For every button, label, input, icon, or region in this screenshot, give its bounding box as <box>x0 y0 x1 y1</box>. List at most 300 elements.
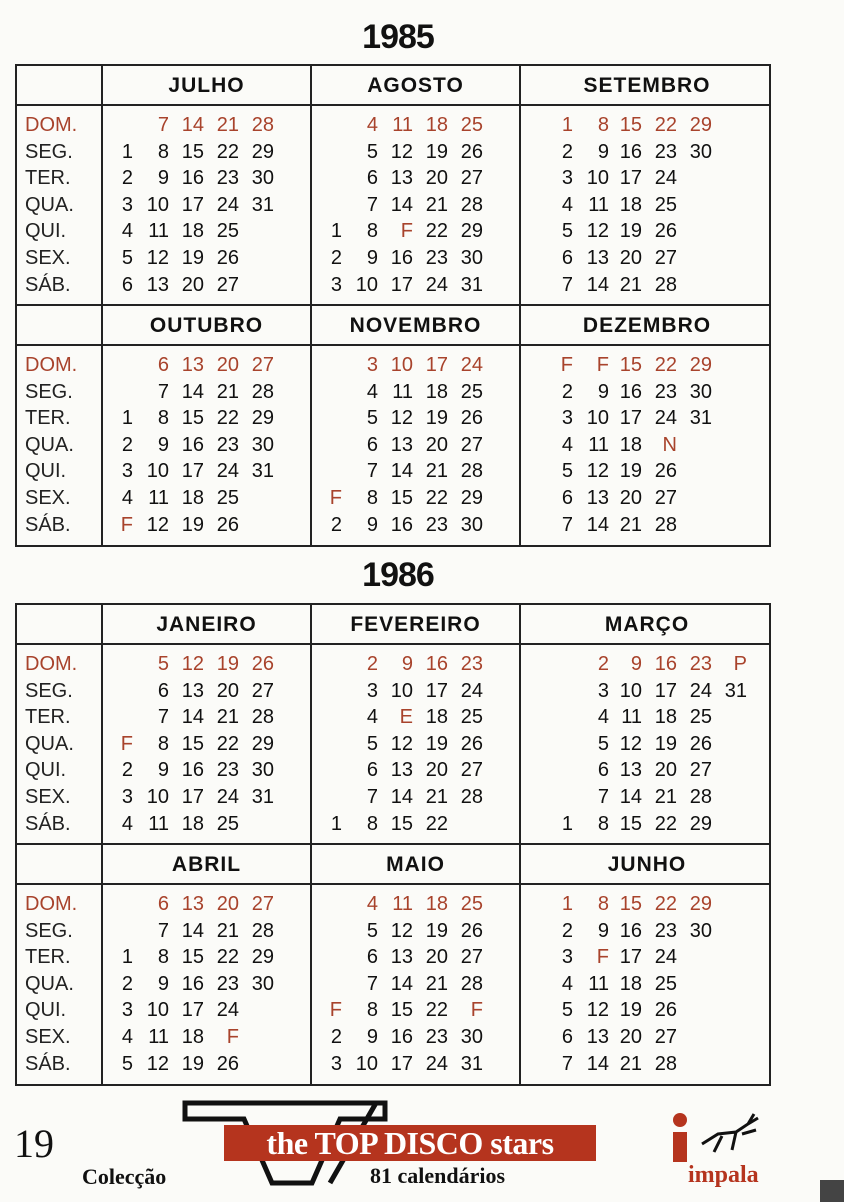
day-number: 21 <box>216 114 239 136</box>
day-number: 9 <box>157 972 169 995</box>
day-number: 17 <box>390 273 413 296</box>
day-number: 14 <box>586 1052 609 1075</box>
day-number: F <box>329 999 342 1022</box>
weekday-labels <box>25 891 101 1077</box>
day-number: 3 <box>561 407 573 430</box>
day-number: 31 <box>251 193 274 216</box>
weekday-label: DOM. <box>25 354 78 376</box>
day-number: 16 <box>619 380 642 403</box>
day-number: 9 <box>630 653 642 675</box>
weekday-label: QUA. <box>25 433 74 456</box>
day-number: 14 <box>619 785 642 808</box>
month-name: MAIO <box>386 853 445 876</box>
day-number: 5 <box>121 246 133 269</box>
day-number: 18 <box>181 1025 204 1048</box>
day-number: 24 <box>689 679 712 702</box>
day-number: 8 <box>597 812 609 835</box>
day-number: 30 <box>689 380 712 403</box>
day-number: 24 <box>216 460 239 483</box>
year-1985-title: 1985 <box>362 18 434 56</box>
day-number: 2 <box>561 919 573 942</box>
day-number: 26 <box>216 513 239 536</box>
day-number: 2 <box>121 972 133 995</box>
day-number: 3 <box>121 999 133 1022</box>
day-number: 17 <box>425 679 448 702</box>
day-number: 15 <box>619 812 642 835</box>
day-number: 31 <box>460 273 483 296</box>
day-number: 23 <box>425 246 448 269</box>
day-number: 26 <box>251 653 274 675</box>
day-number: 7 <box>561 513 573 536</box>
day-number: 28 <box>251 114 274 136</box>
day-number: 14 <box>390 460 413 483</box>
day-number: 11 <box>148 486 169 509</box>
day-number: 30 <box>460 1025 483 1048</box>
day-number: 3 <box>121 785 133 808</box>
month-name: SETEMBRO <box>583 74 711 97</box>
day-number: 4 <box>121 1025 133 1048</box>
day-number: 27 <box>460 759 483 782</box>
day-number: 13 <box>390 167 413 190</box>
day-number: 27 <box>460 946 483 969</box>
day-number: 11 <box>392 893 413 915</box>
day-number: 22 <box>654 354 677 376</box>
weekday-label: SÁB. <box>25 273 71 296</box>
day-number: 23 <box>425 1025 448 1048</box>
day-number: 12 <box>181 653 204 675</box>
day-number: 16 <box>181 759 204 782</box>
weekday-label: QUA. <box>25 193 74 216</box>
month-name: NOVEMBRO <box>349 314 482 337</box>
weekday-label: QUA. <box>25 972 74 995</box>
day-number: 16 <box>390 513 413 536</box>
day-number: 19 <box>425 919 448 942</box>
day-number: 26 <box>216 246 239 269</box>
day-number: 12 <box>586 999 609 1022</box>
antelope-icon <box>662 1110 782 1166</box>
day-number: 19 <box>619 460 642 483</box>
day-number: 20 <box>216 354 239 376</box>
day-number: 29 <box>460 220 483 243</box>
day-number: 25 <box>654 972 677 995</box>
day-number: 6 <box>121 273 133 296</box>
day-number: 5 <box>366 919 378 942</box>
day-number: 18 <box>425 893 448 915</box>
day-number: 13 <box>586 246 609 269</box>
day-number: 25 <box>654 193 677 216</box>
day-number: 6 <box>366 759 378 782</box>
day-number: 28 <box>460 460 483 483</box>
day-number: 19 <box>425 140 448 163</box>
weekday-label: QUI. <box>25 759 67 782</box>
day-number: 12 <box>390 407 413 430</box>
day-number: 15 <box>619 354 642 376</box>
day-number: 15 <box>390 486 413 509</box>
weekday-label: SEG. <box>25 919 73 942</box>
day-number: 7 <box>366 785 378 808</box>
weekday-label: TER. <box>25 167 71 190</box>
day-number: 19 <box>181 246 204 269</box>
day-number: 9 <box>597 140 609 163</box>
day-number: 12 <box>146 1052 169 1075</box>
day-number: 13 <box>586 1025 609 1048</box>
day-number: 30 <box>460 513 483 536</box>
day-number: 2 <box>330 1025 342 1048</box>
day-number: 14 <box>181 114 204 136</box>
day-number: 28 <box>460 193 483 216</box>
day-number: 19 <box>619 220 642 243</box>
day-number: 5 <box>157 653 169 675</box>
weekday-label: SEG. <box>25 140 73 163</box>
day-number: 13 <box>390 946 413 969</box>
day-number: 4 <box>561 972 573 995</box>
day-number: 6 <box>366 946 378 969</box>
month-name: FEVEREIRO <box>350 613 481 636</box>
day-number: 19 <box>181 1052 204 1075</box>
day-number: 6 <box>561 246 573 269</box>
day-number: 27 <box>251 354 274 376</box>
day-number: 27 <box>654 246 677 269</box>
month-name: ABRIL <box>171 853 242 876</box>
day-number: 18 <box>654 706 677 729</box>
day-number: 13 <box>390 433 413 456</box>
weekday-label: QUI. <box>25 999 67 1022</box>
day-number: 28 <box>654 273 677 296</box>
day-number: 16 <box>654 653 677 675</box>
day-number: 27 <box>216 273 239 296</box>
day-number: 5 <box>561 999 573 1022</box>
day-number: 28 <box>251 919 274 942</box>
day-number: 20 <box>654 759 677 782</box>
day-number: 7 <box>597 785 609 808</box>
day-number: 9 <box>366 1025 378 1048</box>
day-number: 1 <box>330 220 342 243</box>
day-number: 15 <box>181 946 204 969</box>
day-number: 15 <box>619 893 642 915</box>
day-number: 24 <box>460 354 483 376</box>
day-number: 20 <box>619 1025 642 1048</box>
day-number: 17 <box>654 679 677 702</box>
calendar-half <box>17 845 769 1084</box>
day-number: 27 <box>251 679 274 702</box>
day-number: 29 <box>689 812 712 835</box>
day-number: 26 <box>460 919 483 942</box>
weekday-label: TER. <box>25 706 71 729</box>
day-number: 10 <box>146 193 169 216</box>
day-number: 23 <box>654 380 677 403</box>
day-number: 16 <box>425 653 448 675</box>
day-number: 9 <box>366 246 378 269</box>
day-number: 2 <box>366 653 378 675</box>
day-number: 20 <box>216 893 239 915</box>
day-number: 8 <box>157 140 169 163</box>
day-number: 23 <box>654 919 677 942</box>
day-number: 3 <box>561 167 573 190</box>
day-number: 7 <box>561 1052 573 1075</box>
day-number: 21 <box>654 785 677 808</box>
weekday-label: QUI. <box>25 220 67 243</box>
day-number: 20 <box>216 679 239 702</box>
impala-logo <box>662 1110 782 1194</box>
day-number: 21 <box>216 919 239 942</box>
day-number: 5 <box>366 732 378 755</box>
day-number: 10 <box>586 407 609 430</box>
logo-band: the TOP DISCO stars <box>224 1125 596 1161</box>
day-number: 12 <box>146 246 169 269</box>
weekday-label: QUA. <box>25 732 74 755</box>
weekday-label: SEG. <box>25 679 73 702</box>
day-number: 24 <box>654 946 677 969</box>
day-number: 12 <box>619 732 642 755</box>
day-number: 10 <box>390 354 413 376</box>
calendar-half <box>17 306 769 545</box>
day-number: 13 <box>146 273 169 296</box>
day-number: 26 <box>460 140 483 163</box>
day-number: 20 <box>425 433 448 456</box>
day-number: 24 <box>654 167 677 190</box>
day-number: 27 <box>460 167 483 190</box>
day-number: 13 <box>181 679 204 702</box>
day-number: 18 <box>619 193 642 216</box>
scan-corner <box>820 1180 844 1202</box>
day-number: 8 <box>366 220 378 243</box>
day-number: 16 <box>181 167 204 190</box>
day-number: 9 <box>157 759 169 782</box>
day-number: 27 <box>251 893 274 915</box>
day-number: 14 <box>390 785 413 808</box>
day-number: 20 <box>425 759 448 782</box>
day-number: 7 <box>366 193 378 216</box>
day-number: 27 <box>654 1025 677 1048</box>
day-number: 25 <box>460 380 483 403</box>
weekday-label: SEX. <box>25 785 71 808</box>
day-number: 18 <box>181 812 204 835</box>
weekday-label: DOM. <box>25 893 78 915</box>
day-number: 26 <box>654 460 677 483</box>
day-number: F <box>470 999 483 1022</box>
day-number: 29 <box>689 893 712 915</box>
day-number: 5 <box>597 732 609 755</box>
day-number: 14 <box>181 706 204 729</box>
day-number: 6 <box>366 433 378 456</box>
logo-subtext: 81 calendários <box>370 1163 506 1188</box>
day-number: 9 <box>597 919 609 942</box>
day-number: 8 <box>597 893 609 915</box>
day-number: 28 <box>460 785 483 808</box>
day-number: 1 <box>121 407 133 430</box>
month-name: JANEIRO <box>156 613 257 636</box>
weekday-label: SEG. <box>25 380 73 403</box>
day-number: 11 <box>148 220 169 243</box>
day-number: 9 <box>597 380 609 403</box>
month-name: AGOSTO <box>367 74 464 97</box>
day-number: 19 <box>181 513 204 536</box>
day-number: 15 <box>390 999 413 1022</box>
day-number: 17 <box>181 193 204 216</box>
day-number: 26 <box>654 999 677 1022</box>
day-number: 15 <box>181 140 204 163</box>
day-number: 24 <box>425 273 448 296</box>
day-number: 1 <box>121 140 133 163</box>
day-number: 20 <box>425 167 448 190</box>
day-number: 18 <box>181 220 204 243</box>
day-number: P <box>733 653 747 675</box>
day-number: 8 <box>366 999 378 1022</box>
weekday-label: SEX. <box>25 486 71 509</box>
day-number: 10 <box>355 1052 378 1075</box>
day-number: 17 <box>619 946 642 969</box>
day-number: 31 <box>689 407 712 430</box>
day-number: 5 <box>366 140 378 163</box>
day-number: 14 <box>390 972 413 995</box>
day-number: 21 <box>425 193 448 216</box>
day-number: 24 <box>216 785 239 808</box>
day-number: 18 <box>619 433 642 456</box>
day-number: 21 <box>619 513 642 536</box>
day-number: 21 <box>425 460 448 483</box>
day-number: 24 <box>460 679 483 702</box>
day-number: 14 <box>390 193 413 216</box>
weekday-label: TER. <box>25 946 71 969</box>
day-number: 29 <box>460 486 483 509</box>
weekday-label: SÁB. <box>25 812 71 835</box>
day-number: 23 <box>425 513 448 536</box>
day-number: 10 <box>146 999 169 1022</box>
weekday-label: TER. <box>25 407 71 430</box>
day-number: 19 <box>425 732 448 755</box>
day-number: 28 <box>251 706 274 729</box>
day-number: 10 <box>390 679 413 702</box>
day-number: 29 <box>689 354 712 376</box>
day-number: 5 <box>561 460 573 483</box>
weekday-label: SEX. <box>25 246 71 269</box>
day-number: 14 <box>586 273 609 296</box>
day-number: 8 <box>157 732 169 755</box>
day-number: 27 <box>689 759 712 782</box>
day-number: 21 <box>619 1052 642 1075</box>
day-number: 21 <box>425 972 448 995</box>
calendar-1986 <box>15 603 771 1086</box>
year-1986-title: 1986 <box>362 556 434 594</box>
day-number: 11 <box>588 433 609 456</box>
day-number: 18 <box>619 972 642 995</box>
day-number: 10 <box>146 460 169 483</box>
day-number: 2 <box>121 433 133 456</box>
day-number: 26 <box>460 732 483 755</box>
day-number: 24 <box>654 407 677 430</box>
day-number: 11 <box>621 706 642 729</box>
day-number: 11 <box>148 812 169 835</box>
day-number: 29 <box>689 114 712 136</box>
day-number: 4 <box>366 114 378 136</box>
day-number: 12 <box>390 919 413 942</box>
day-number: 22 <box>425 999 448 1022</box>
day-number: 3 <box>121 193 133 216</box>
day-number: 13 <box>390 759 413 782</box>
day-number: 30 <box>251 759 274 782</box>
day-number: 14 <box>181 919 204 942</box>
day-number: F <box>560 354 573 376</box>
day-number: 14 <box>586 513 609 536</box>
day-number: 10 <box>146 785 169 808</box>
day-number: 8 <box>157 946 169 969</box>
day-number: 22 <box>654 114 677 136</box>
day-number: F <box>120 732 133 755</box>
day-number: 21 <box>425 785 448 808</box>
day-number: 11 <box>148 1025 169 1048</box>
day-number: 23 <box>216 433 239 456</box>
day-number: F <box>329 486 342 509</box>
day-number: 17 <box>181 999 204 1022</box>
weekday-label: DOM. <box>25 114 78 136</box>
day-number: 28 <box>689 785 712 808</box>
day-number: 1 <box>561 812 573 835</box>
day-number: 2 <box>597 653 609 675</box>
day-number: 11 <box>588 193 609 216</box>
day-number: 5 <box>121 1052 133 1075</box>
day-number: 2 <box>330 246 342 269</box>
day-number: 30 <box>460 246 483 269</box>
day-number: 30 <box>689 140 712 163</box>
day-number: 2 <box>561 140 573 163</box>
day-number: 3 <box>561 946 573 969</box>
day-number: 7 <box>157 380 169 403</box>
tv-logo <box>180 1095 600 1193</box>
day-number: 20 <box>425 946 448 969</box>
day-number: 17 <box>619 407 642 430</box>
day-number: 9 <box>157 433 169 456</box>
day-number: 9 <box>401 653 413 675</box>
day-number: 16 <box>619 140 642 163</box>
day-number: 8 <box>597 114 609 136</box>
day-number: 31 <box>251 460 274 483</box>
weekday-label: SÁB. <box>25 513 71 536</box>
day-number: 25 <box>216 812 239 835</box>
weekday-labels <box>25 112 101 298</box>
day-number: 15 <box>181 732 204 755</box>
calendar-half <box>17 605 769 845</box>
day-number: 20 <box>619 246 642 269</box>
day-number: 29 <box>251 407 274 430</box>
day-number: 26 <box>216 1052 239 1075</box>
day-number: 4 <box>597 706 609 729</box>
day-number: 3 <box>330 1052 342 1075</box>
day-number: F <box>400 220 413 243</box>
day-number: 30 <box>251 433 274 456</box>
month-name: JUNHO <box>607 853 687 876</box>
weekday-label: SÁB. <box>25 1052 71 1075</box>
day-number: 17 <box>181 460 204 483</box>
day-number: 19 <box>619 999 642 1022</box>
day-number: 24 <box>425 1052 448 1075</box>
day-number: 21 <box>216 380 239 403</box>
day-number: 19 <box>425 407 448 430</box>
day-number: 1 <box>561 114 573 136</box>
day-number: 27 <box>654 486 677 509</box>
day-number: 22 <box>425 220 448 243</box>
month-name: MARÇO <box>604 613 690 636</box>
day-number: 3 <box>330 273 342 296</box>
day-number: 8 <box>366 812 378 835</box>
weekday-label: QUI. <box>25 460 67 483</box>
day-number: 5 <box>561 220 573 243</box>
day-number: 6 <box>597 759 609 782</box>
day-number: 27 <box>460 433 483 456</box>
day-number: 16 <box>181 972 204 995</box>
day-number: 18 <box>425 380 448 403</box>
day-number: 7 <box>366 460 378 483</box>
day-number: 22 <box>216 407 239 430</box>
